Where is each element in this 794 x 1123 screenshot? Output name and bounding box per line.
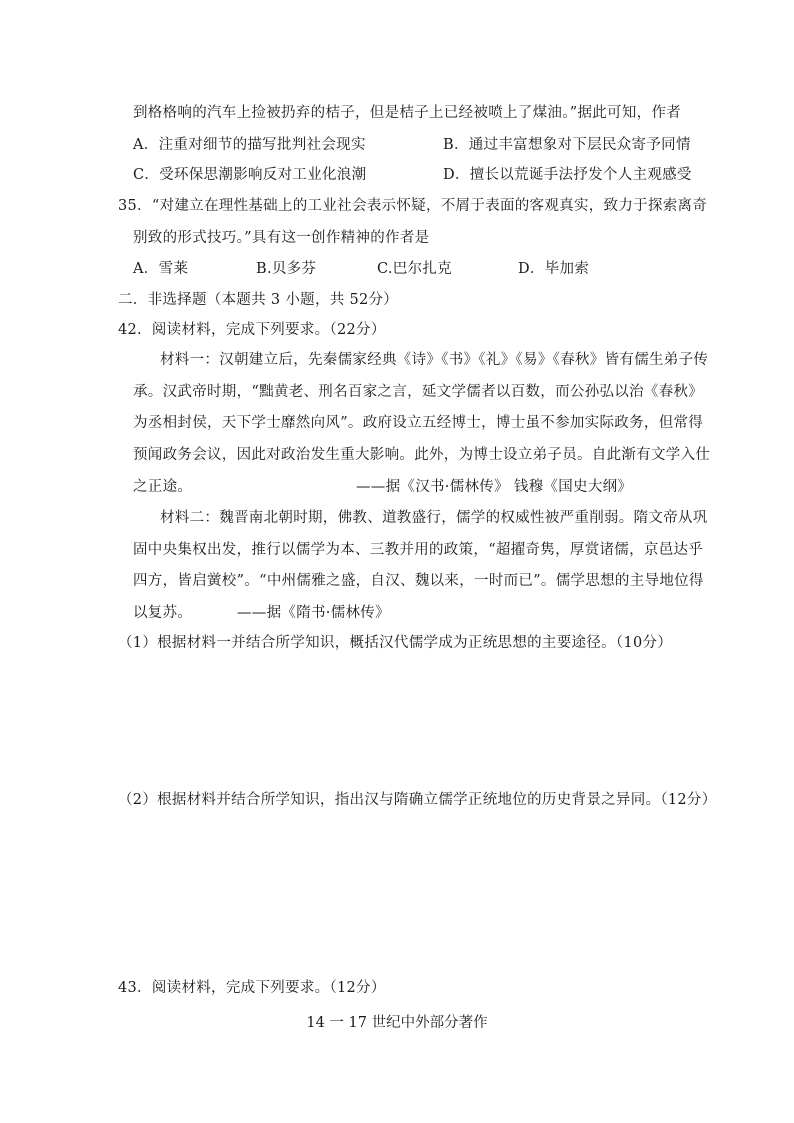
q42-material1-last: 之正途。 [133,479,193,495]
q43-heading: 43．阅读材料，完成下列要求。（12分） [118,980,386,996]
q42-sub1: （1）根据材料一并结合所学知识，概括汉代儒学成为正统思想的主要途径。（10分） [118,635,673,651]
q34-option-c: C．受环保思潮影响反对工业化浪潮 [133,167,367,183]
q35-stem-line2: 别致的形式技巧。”具有这一创作精神的作者是 [133,230,430,246]
q42-material1-line1: 材料一：汉朝建立后，先秦儒家经典《诗》《书》《礼》《易》《春秋》皆有儒生弟子传 [160,352,709,368]
q35-stem-line1: 35．“对建立在理性基础上的工业社会表示怀疑，不屑于表面的客观真实，致力于探索离奇 [118,198,708,214]
q42-material2-line2: 固中央集权出发，推行以儒学为本、三教并用的政策，“超擢奇隽，厚赏诸儒，京邑达乎 [133,542,704,558]
section2-heading: 二．非选择题（本题共 3 小题，共 52分） [118,292,399,308]
q35-option-c: C.巴尔扎克 [377,261,452,277]
q42-material2-line1: 材料二：魏晋南北朝时期，佛教、道教盛行，儒学的权威性被严重削弱。隋文帝从巩 [160,510,708,526]
q43-table-title: 14 一 17 世纪中外部分著作 [306,1015,488,1031]
q35-option-d: D．毕加索 [518,261,590,277]
q42-heading: 42．阅读材料，完成下列要求。（22分） [118,322,386,338]
q35-option-b: B.贝多芬 [256,261,317,277]
q42-sub2: （2）根据材料并结合所学知识，指出汉与隋确立儒学正统地位的历史背景之异同。（12分） [118,792,717,808]
q34-option-d: D．擅长以荒诞手法抒发个人主观感受 [443,167,692,183]
q42-material1-line4: 预闻政务会议，因此对政治发生重大影响。此外，为博士设立弟子员。自此渐有文学入仕 [133,447,711,463]
q42-material1-line3: 为丞相封侯，天下学士靡然向风”。政府设立五经博士，博士虽不参加实际政务，但常得 [133,415,704,431]
q42-material2-source: ——据《隋书·儒林传》 [237,605,390,621]
q42-material2-line3: 四方，皆启黉校”。“中州儒雅之盛，自汉、魏以来，一时而已”。儒学思想的主导地位得 [133,573,704,589]
q42-material1-source: ——据《汉书·儒林传》 钱穆《国史大纲》 [356,479,633,495]
q34-stem-continuation: 到格格响的汽车上捡被扔弃的桔子，但是桔子上已经被喷上了煤油。”据此可知，作者 [133,105,682,121]
q34-option-a: A．注重对细节的描写批判社会现实 [133,137,366,153]
q34-option-b: B．通过丰富想象对下层民众寄予同情 [443,137,691,153]
q35-option-a: A．雪莱 [133,261,189,277]
q42-material1-line2: 承。汉武帝时期，“黜黄老、刑名百家之言，延文学儒者以百数，而公孙弘以治《春秋》 [133,384,704,400]
q42-material2-last: 以复苏。 [133,605,193,621]
